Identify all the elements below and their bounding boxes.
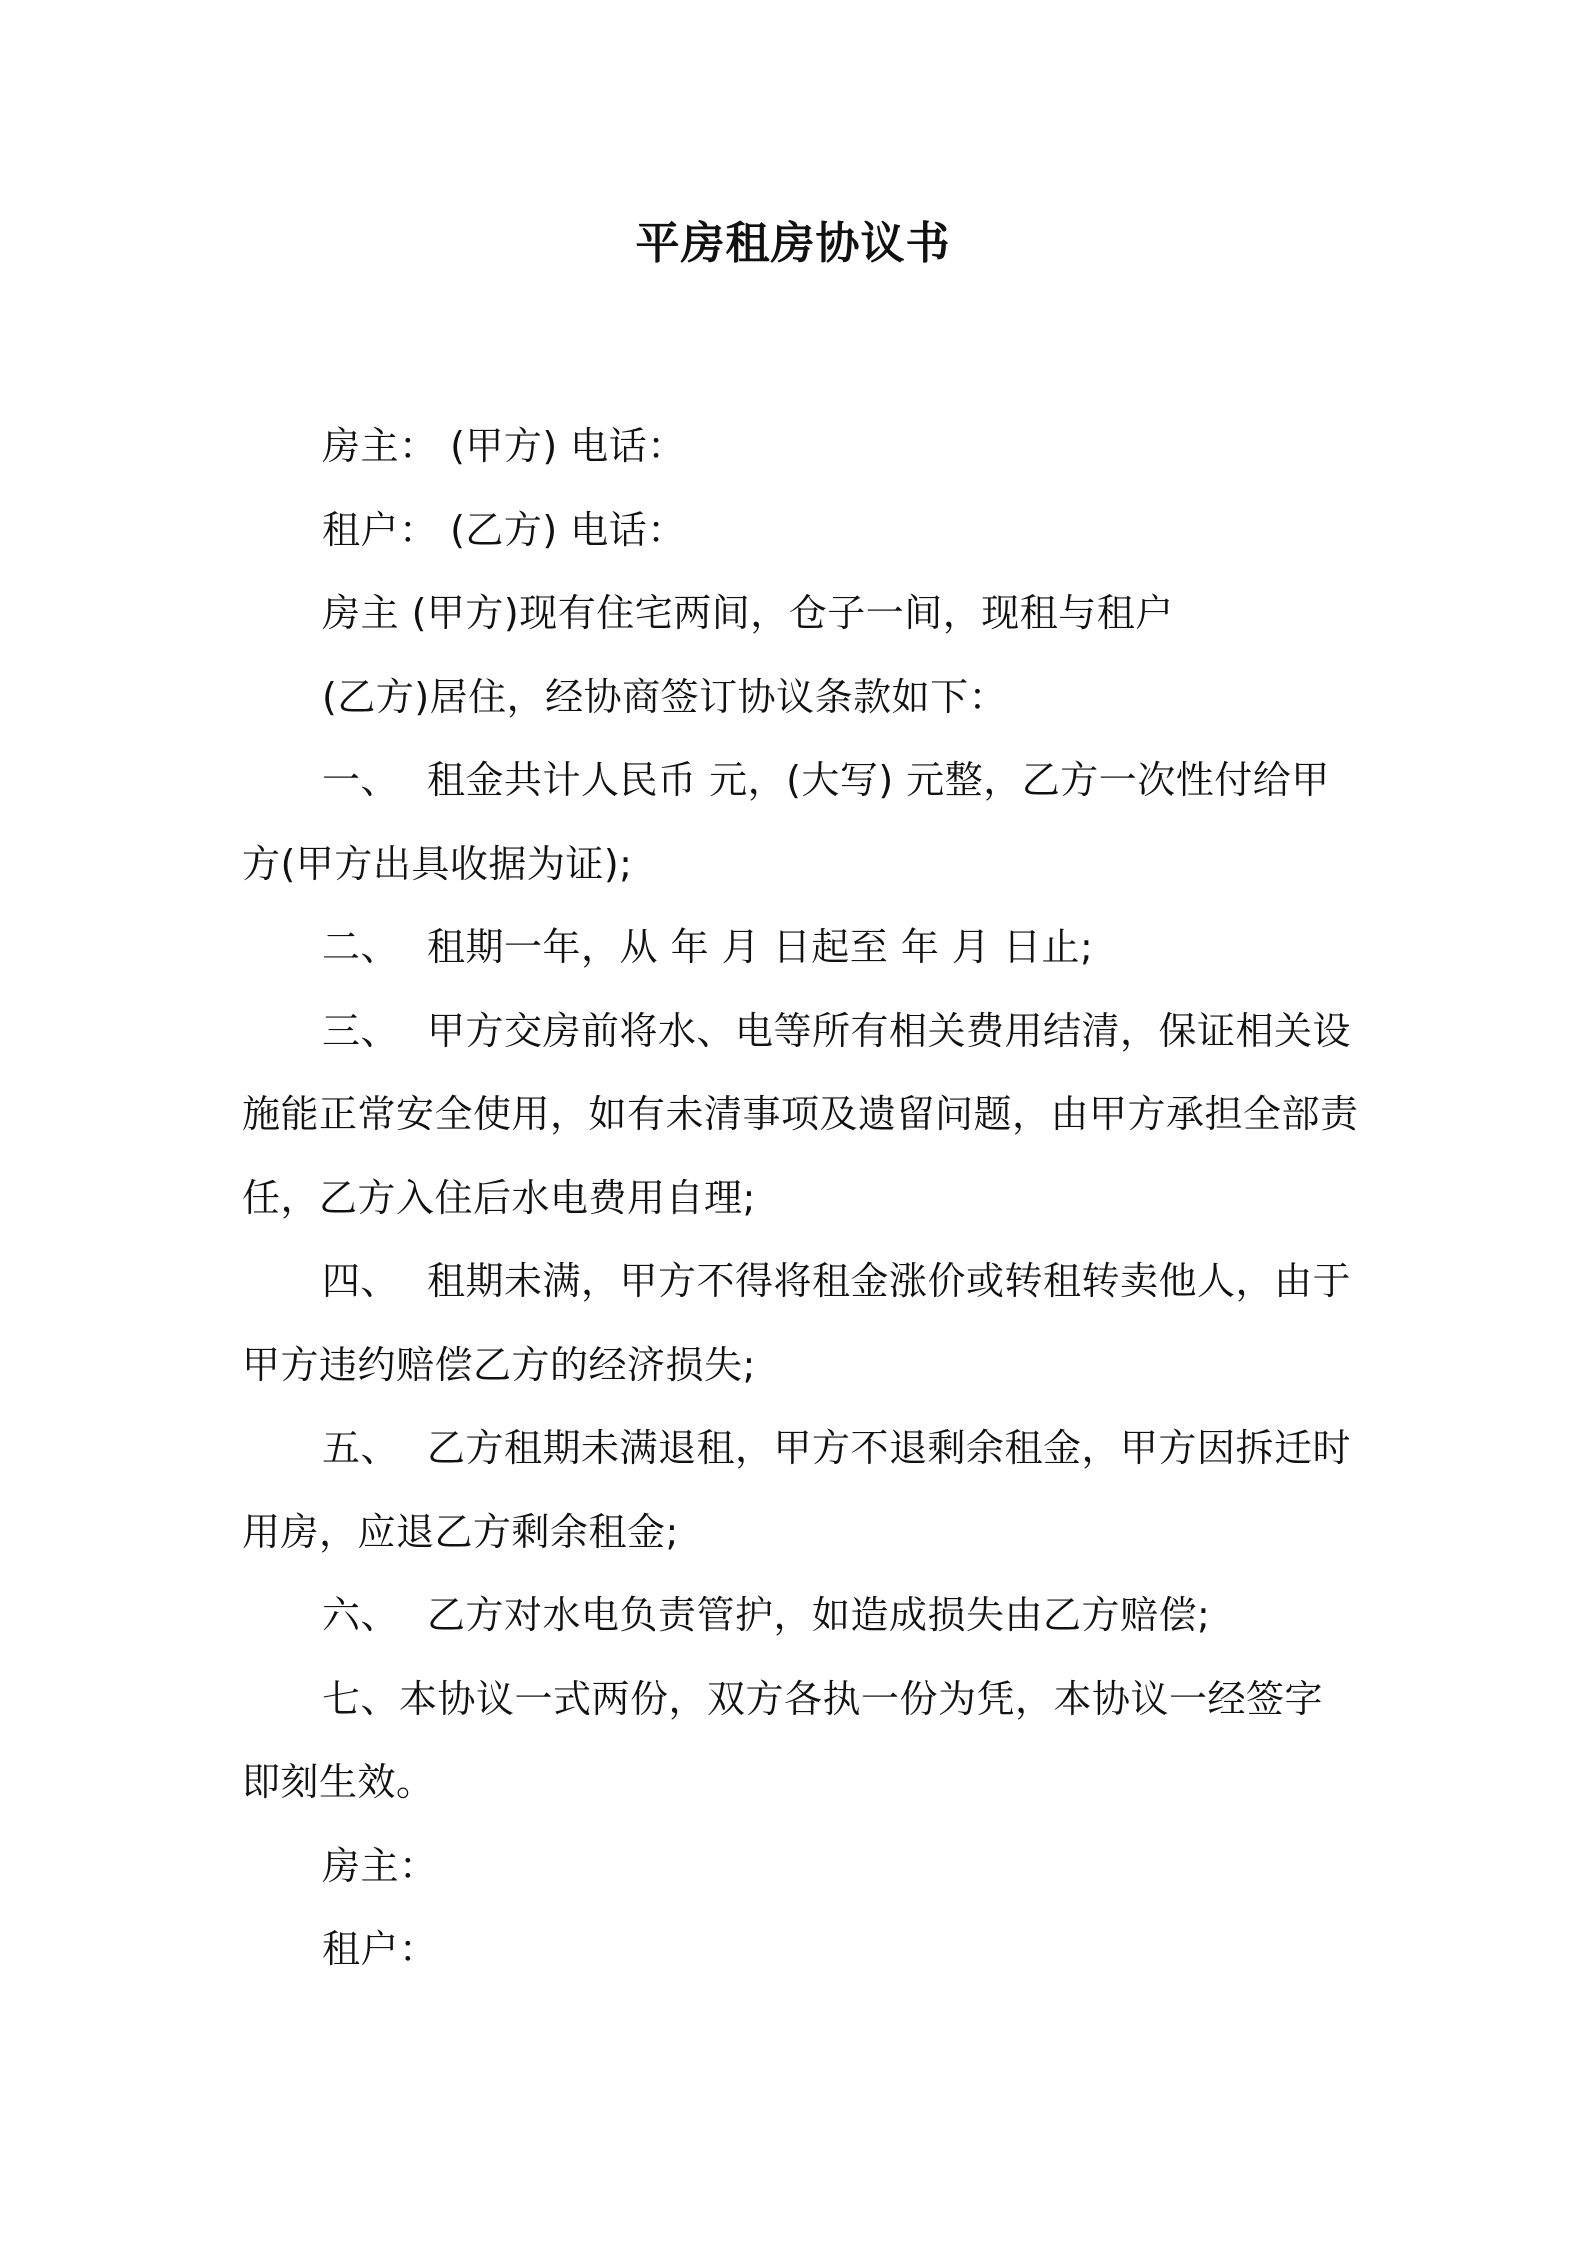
signature-tenant: 租户： bbox=[322, 1927, 438, 1971]
clause-text: 租金共计人民币 元，(大写) 元整，乙方一次性付给甲方(甲方出具收据为证); bbox=[242, 758, 1330, 886]
tenant-line: 租户： (乙方) 电话： bbox=[322, 507, 686, 552]
clause-number: 一、 bbox=[322, 758, 400, 802]
clause-number: 五、 bbox=[322, 1426, 400, 1470]
clause-text: 乙方租期未满退租，甲方不退剩余租金，甲方因拆迁时用房，应退乙方剩余租金; bbox=[242, 1426, 1352, 1554]
clause-text: 租期一年，从 年 月 日起至 年 月 日止; bbox=[427, 925, 1094, 969]
clause-number: 四、 bbox=[322, 1259, 400, 1303]
landlord-line: 房主： (甲方) 电话： bbox=[322, 424, 686, 468]
clause-text: 乙方对水电负责管护，如造成损失由乙方赔偿; bbox=[427, 1593, 1211, 1637]
clause-4 bbox=[242, 1240, 1360, 1407]
document-title: 平房租房协议书 bbox=[635, 218, 951, 269]
signature-landlord: 房主： bbox=[322, 1843, 438, 1888]
clause-text: 租期未满，甲方不得将租金涨价或转租转卖他人，由于甲方违约赔偿乙方的经济损失; bbox=[242, 1259, 1352, 1387]
clause-number: 三、 bbox=[322, 1008, 400, 1053]
clause-number: 六、 bbox=[322, 1593, 400, 1637]
clause-text: 甲方交房前将水、电等所有相关费用结清，保证相关设施能正常安全使用，如有未清事项及遗留问题，由甲方承担全部责任，乙方入住后水电费用自理; bbox=[242, 1008, 1359, 1220]
clause-text: 七、本协议一式两份，双方各执一份为凭，本协议一经签字即刻生效。 bbox=[242, 1676, 1324, 1804]
clause-number: 二、 bbox=[322, 925, 400, 969]
clause-2 bbox=[242, 906, 1360, 990]
clause-7 bbox=[242, 1658, 1360, 1825]
intro-line-1: 房主 (甲方)现有住宅两间，仓子一间，现租与租户 bbox=[322, 591, 1174, 635]
clause-3 bbox=[242, 990, 1360, 1241]
document-body bbox=[242, 405, 1360, 1992]
clause-1 bbox=[242, 739, 1360, 906]
intro-line-2: (乙方)居住，经协商签订协议条款如下： bbox=[322, 674, 1008, 719]
clause-6 bbox=[242, 1574, 1360, 1658]
clause-5 bbox=[242, 1407, 1360, 1574]
